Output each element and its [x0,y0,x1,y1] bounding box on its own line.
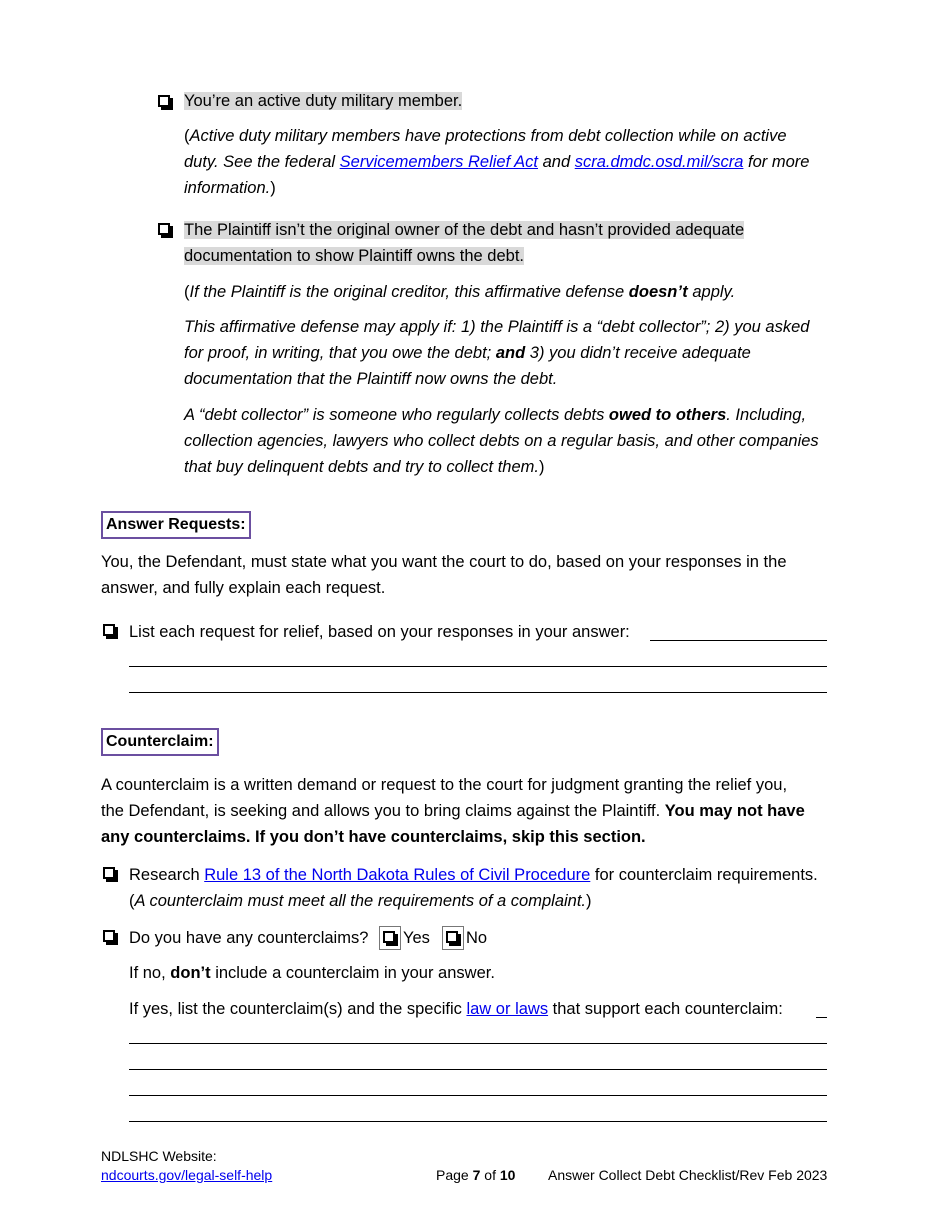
footer-site-label: NDLSHC Website: [101,1148,217,1164]
plaintiff-note-2-line1: This affirmative defense may apply if: 1) the Plaintiff is a “debt collector”; 2) you asked [184,318,810,336]
counterclaim-line-2[interactable] [129,1043,827,1044]
military-note-2: duty. See the federal Servicemembers Relief Act and scra.dmdc.osd.mil/scra for more [184,153,810,171]
yes-checkbox[interactable] [383,931,395,943]
research-rule13-text: Research Rule 13 of the North Dakota Rules of Civil Procedure for counterclaim requirements. [129,866,818,884]
plaintiff-title-2: documentation to show Plaintiff owns the debt. [184,247,524,265]
counterclaim-line-3[interactable] [129,1069,827,1070]
no-label: No [466,929,488,947]
relief-requests-line-3[interactable] [129,692,827,693]
plaintiff-note-3-line1: A “debt collector” is someone who regularly collects debts owed to others. Including, [184,406,807,424]
plaintiff-note-3-line2: collection agencies, lawyers who collect debts on a regular basis, and other companies [184,432,819,450]
scra-site-link[interactable]: scra.dmdc.osd.mil/scra [574,153,744,171]
checkbox-plaintiff[interactable] [158,223,170,235]
plaintiff-note-2-line2: for proof, in writing, that you owe the debt; and 3) you didn’t receive adequate [184,344,751,362]
plaintiff-note-1: (If the Plaintiff is the original creditor, this affirmative defense doesn’t apply. [184,283,736,301]
checkbox-military[interactable] [158,95,170,107]
counterclaim-intro-1: A counterclaim is a written demand or request to the court for judgment granting the relief you, [101,776,788,794]
law-or-laws-link[interactable]: law or laws [466,1000,549,1018]
counterclaim-line-4[interactable] [129,1095,827,1096]
yes-label: Yes [403,929,430,947]
counterclaim-line-1[interactable] [816,1017,827,1018]
if-no-text: If no, don’t include a counterclaim in your answer. [129,964,495,982]
footer-page-number: Page 7 of 10 [436,1167,516,1183]
answer-requests-heading: Answer Requests: [101,511,251,539]
plaintiff-note-2-line3: documentation that the Plaintiff now owns the debt. [184,370,558,388]
relief-requests-line-2[interactable] [129,666,827,667]
counterclaim-line-5[interactable] [129,1121,827,1122]
rule13-link[interactable]: Rule 13 of the North Dakota Rules of Civil Procedure [204,866,591,884]
relief-requests-label: List each request for relief, based on your responses in your answer: [129,623,630,641]
footer-site-link[interactable]: ndcourts.gov/legal-self-help [101,1167,273,1183]
military-note: (Active duty military members have protections from debt collection while on active [184,127,787,145]
answer-requests-intro-1: You, the Defendant, must state what you want the court to do, based on your responses in the [101,553,787,571]
footer-doc-title: Answer Collect Debt Checklist/Rev Feb 2023 [548,1167,828,1183]
counterclaim-intro-2: the Defendant, is seeking and allows you to bring claims against the Plaintiff. You may not have [101,802,805,820]
relief-requests-line-1[interactable] [650,640,827,641]
military-title: You’re an active duty military member. [184,92,463,110]
counterclaim-intro-3: any counterclaims. If you don’t have counterclaims, skip this section. [101,828,646,846]
plaintiff-title-1: The Plaintiff isn’t the original owner of the debt and hasn’t provided adequate [184,221,745,239]
no-checkbox[interactable] [446,931,458,943]
checkbox-have-counterclaims[interactable] [103,930,115,942]
checkbox-relief-requests[interactable] [103,624,115,636]
if-yes-text: If yes, list the counterclaim(s) and the specific law or laws that support each counterclaim: [129,1000,783,1018]
answer-requests-intro-2: answer, and fully explain each request. [101,579,386,597]
research-rule13-note: (A counterclaim must meet all the requirements of a complaint.) [129,892,592,910]
military-note-3: information.) [184,179,276,197]
plaintiff-note-3-line3: that buy delinquent debts and try to collect them.) [184,458,545,476]
checkbox-research-rule13[interactable] [103,867,115,879]
counterclaim-question: Do you have any counterclaims? [129,929,369,947]
counterclaim-heading: Counterclaim: [101,728,219,756]
scra-act-link[interactable]: Servicemembers Relief Act [339,153,539,171]
